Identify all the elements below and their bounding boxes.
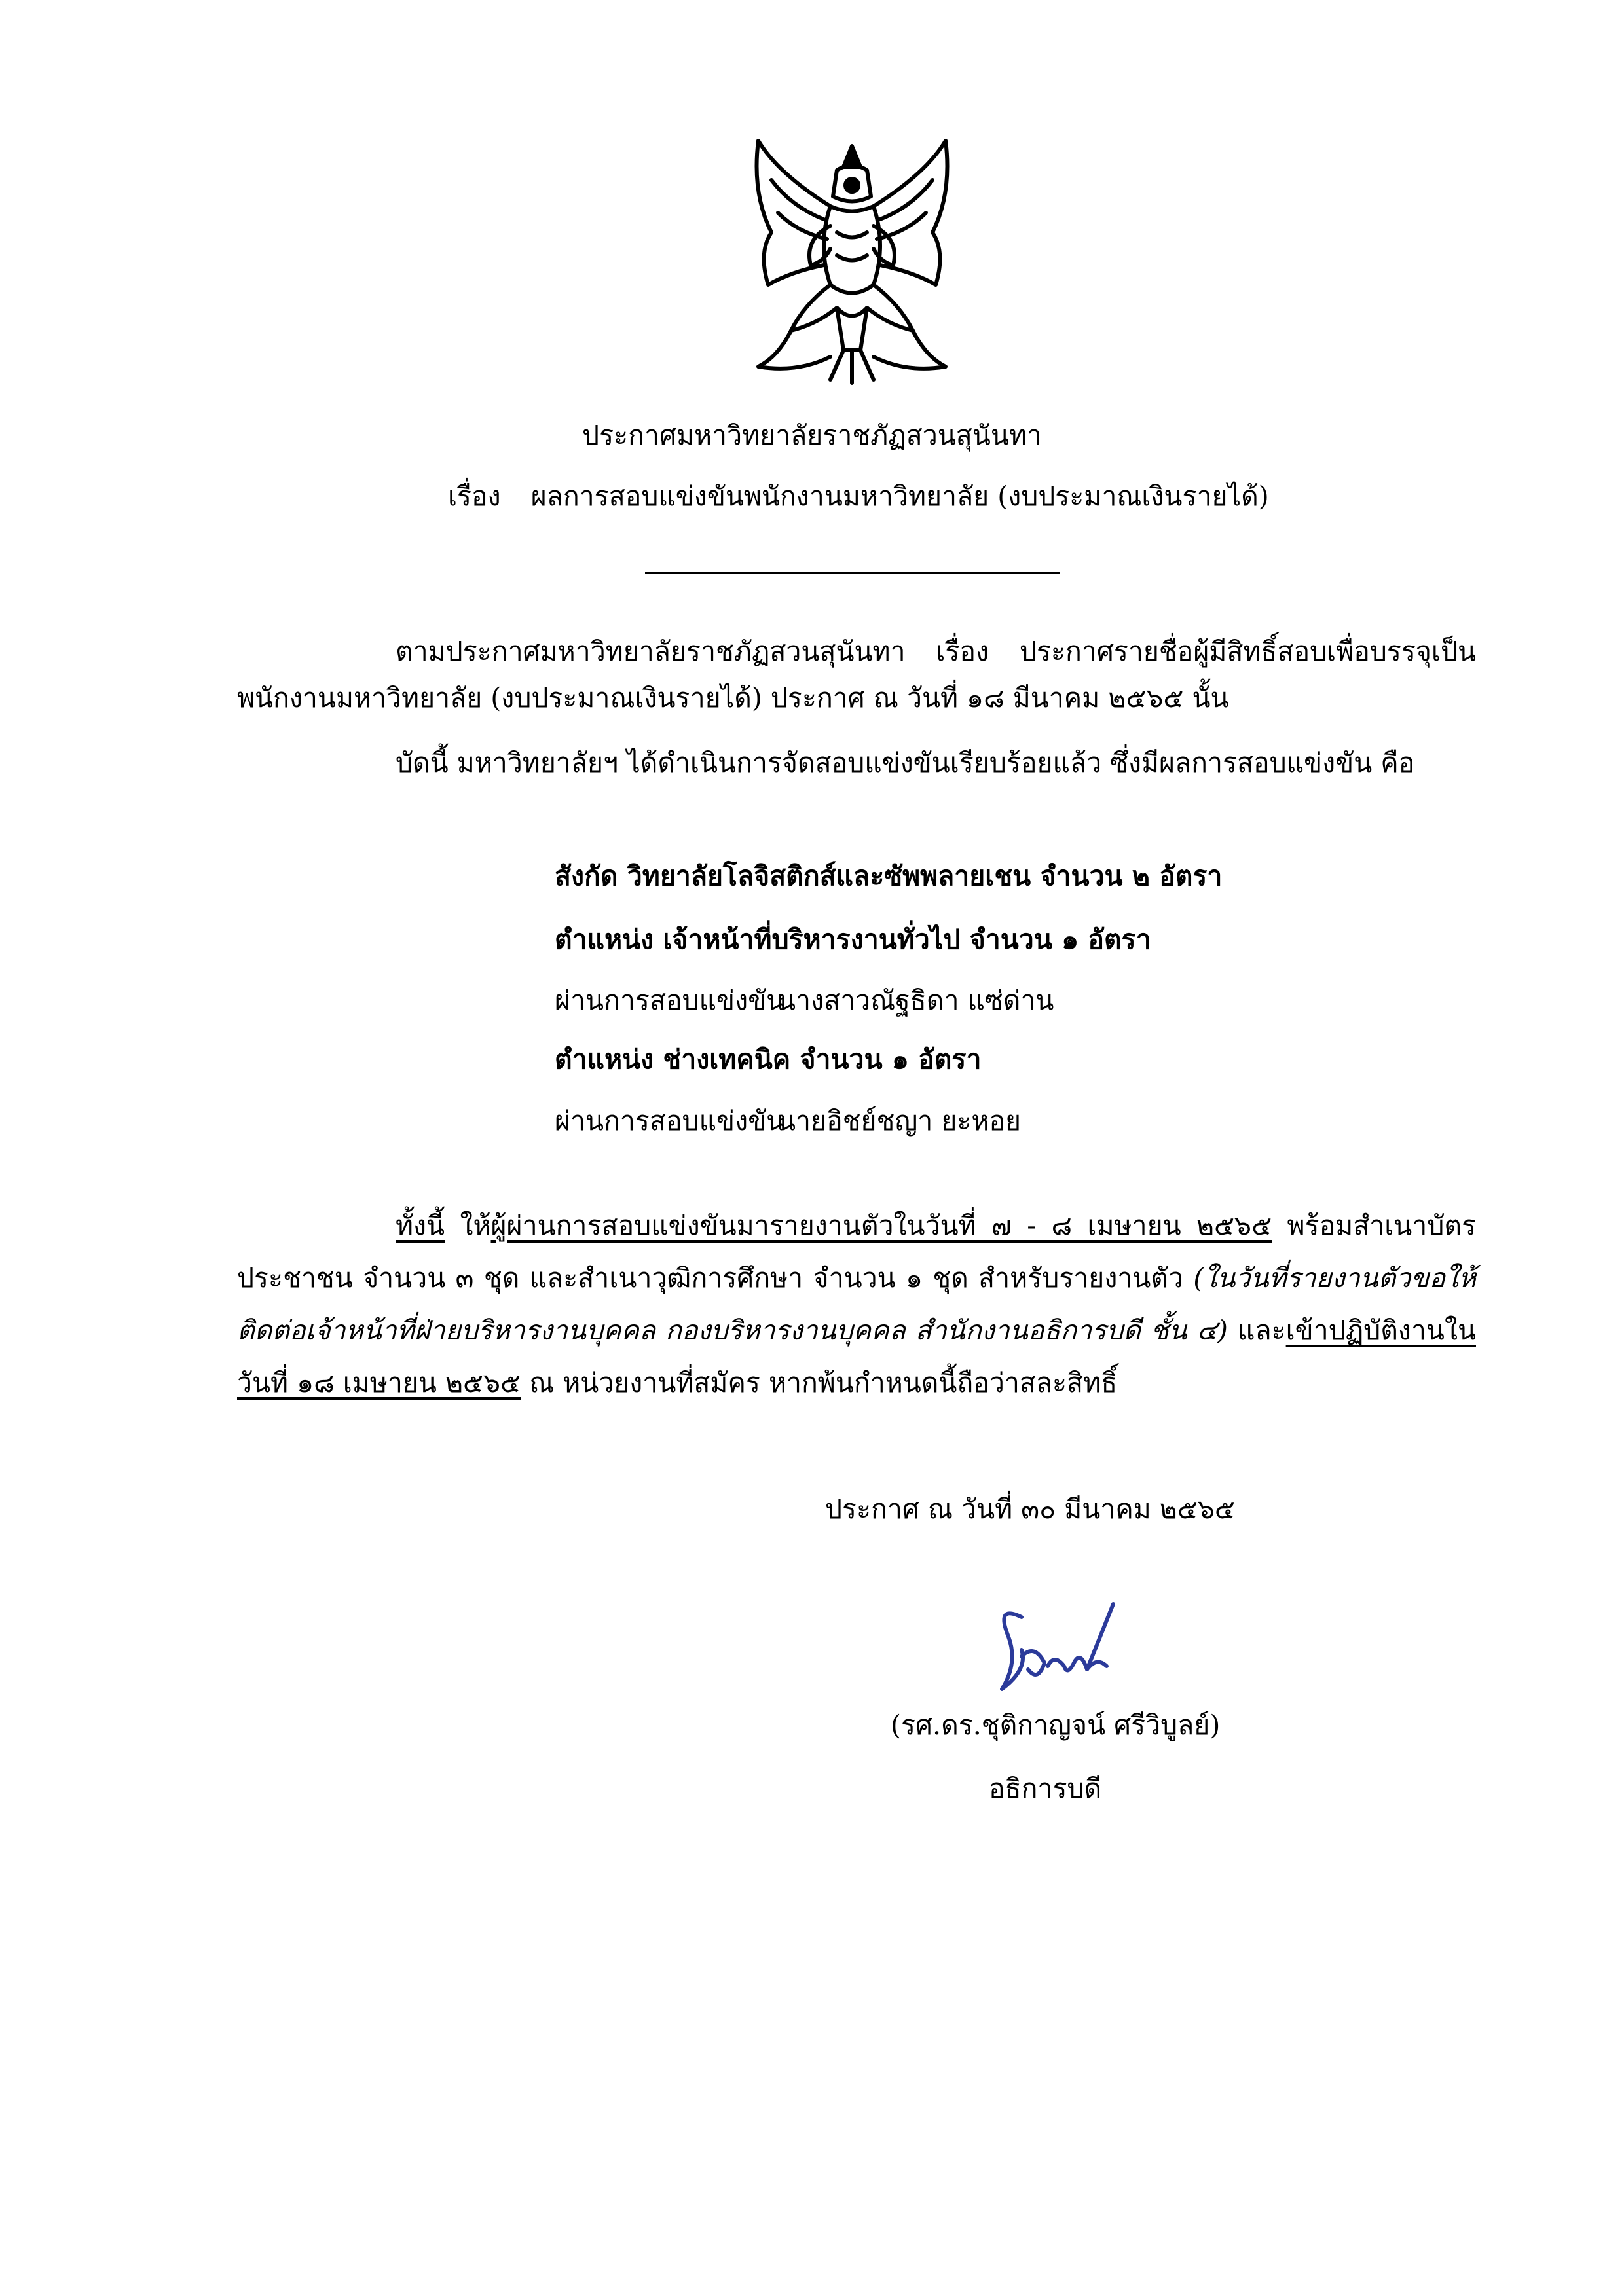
pass-label: ผ่านการสอบแข่งขัน <box>555 1105 785 1137</box>
start-work-note: เข้าปฏิบัติงานใน <box>1285 1315 1476 1346</box>
signature <box>982 1591 1139 1702</box>
body-paragraph-1-line-1: ตามประกาศมหาวิทยาลัยราชภัฏสวนสุนันทา เรื่อง ประกาศรายชื่อผู้มีสิทธิ์สอบเพื่อบรรจุเป็น <box>396 636 1476 667</box>
result-unit: สังกัด วิทยาลัยโลจิสติกส์และซัพพลายเชน จำนวน ๒ อัตรา <box>555 860 1223 892</box>
garuda-emblem <box>732 134 972 386</box>
body-paragraph-1-line-2: พนักงานมหาวิทยาลัย (งบประมาณเงินรายได้) ประกาศ ณ วันที่ ๑๘ มีนาคม ๒๕๖๕ นั้น <box>237 682 1229 714</box>
subject-text: ผลการสอบแข่งขันพนักงานมหาวิทยาลัย (งบประมาณเงินรายได้) <box>530 481 1269 512</box>
result-entry <box>555 1105 1022 1137</box>
notice-line-4: วันที่ ๑๘ เมษายน ๒๕๖๕ ณ หน่วยงานที่สมัคร หากพ้นกำหนดนี้ถือว่าสละสิทธิ์ <box>237 1367 1118 1398</box>
contact-note: ติดต่อเจ้าหน้าที่ฝ่ายบริหารงานบุคคล กองบริหารงานบุคคล สำนักงานอธิการบดี ชั้น ๔) <box>237 1315 1228 1346</box>
signer-title: อธิการบดี <box>989 1773 1102 1804</box>
result-entry <box>555 987 1054 1014</box>
report-dates: ผู้ผ่านการสอบแข่งขันมารายงานตัวในวันที่ ๗ - ๘ เมษายน ๒๕๖๕ <box>490 1210 1272 1241</box>
announcement-date: ประกาศ ณ วันที่ ๓๐ มีนาคม ๒๕๖๕ <box>825 1493 1235 1525</box>
notice-emphasis: ทั้งนี้ <box>396 1210 445 1241</box>
subject-line <box>448 483 1269 510</box>
notice-line-3: ติดต่อเจ้าหน้าที่ฝ่ายบริหารงานบุคคล กองบริหารงานบุคคล สำนักงานอธิการบดี ชั้น ๔) และเข้าปฏิบัติงานใน <box>237 1315 1476 1346</box>
header-divider <box>645 572 1060 574</box>
signer-name: (รศ.ดร.ชุติกาญจน์ ศรีวิบูลย์) <box>891 1709 1221 1741</box>
notice-line-2: ประชาชน จำนวน ๓ ชุด และสำเนาวุฒิการศึกษา จำนวน ๑ ชุด สำหรับรายงานตัว (ในวันที่รายงานตัวขอให้ <box>237 1262 1476 1294</box>
notice-line-1: ทั้งนี้ ให้ผู้ผ่านการสอบแข่งขันมารายงานตัวในวันที่ ๗ - ๘ เมษายน ๒๕๖๕ พร้อมสำเนาบัตร <box>396 1210 1476 1241</box>
body-paragraph-2: บัดนี้ มหาวิทยาลัยฯ ได้ดำเนินการจัดสอบแข่งขันเรียบร้อยแล้ว ซึ่งมีผลการสอบแข่งขัน คือ <box>396 747 1415 778</box>
pass-label: ผ่านการสอบแข่งขัน <box>555 985 785 1016</box>
announcement-title: ประกาศมหาวิทยาลัยราชภัฏสวนสุนันทา <box>582 420 1042 451</box>
passed-candidate-name: นายอิชย์ชญา ยะหอย <box>777 1105 1022 1137</box>
position-title: ตำแหน่ง เจ้าหน้าที่บริหารงานทั่วไป จำนวน ๑ อัตรา <box>555 924 1151 955</box>
passed-candidate-name: นางสาวณัฐธิดา แซ่ด่าน <box>777 985 1054 1016</box>
contact-note: (ในวันที่รายงานตัวขอให้ <box>1193 1262 1476 1294</box>
subject-label: เรื่อง <box>448 481 501 512</box>
start-work-date: วันที่ ๑๘ เมษายน ๒๕๖๕ <box>237 1367 521 1398</box>
position-title: ตำแหน่ง ช่างเทคนิค จำนวน ๑ อัตรา <box>555 1044 982 1075</box>
